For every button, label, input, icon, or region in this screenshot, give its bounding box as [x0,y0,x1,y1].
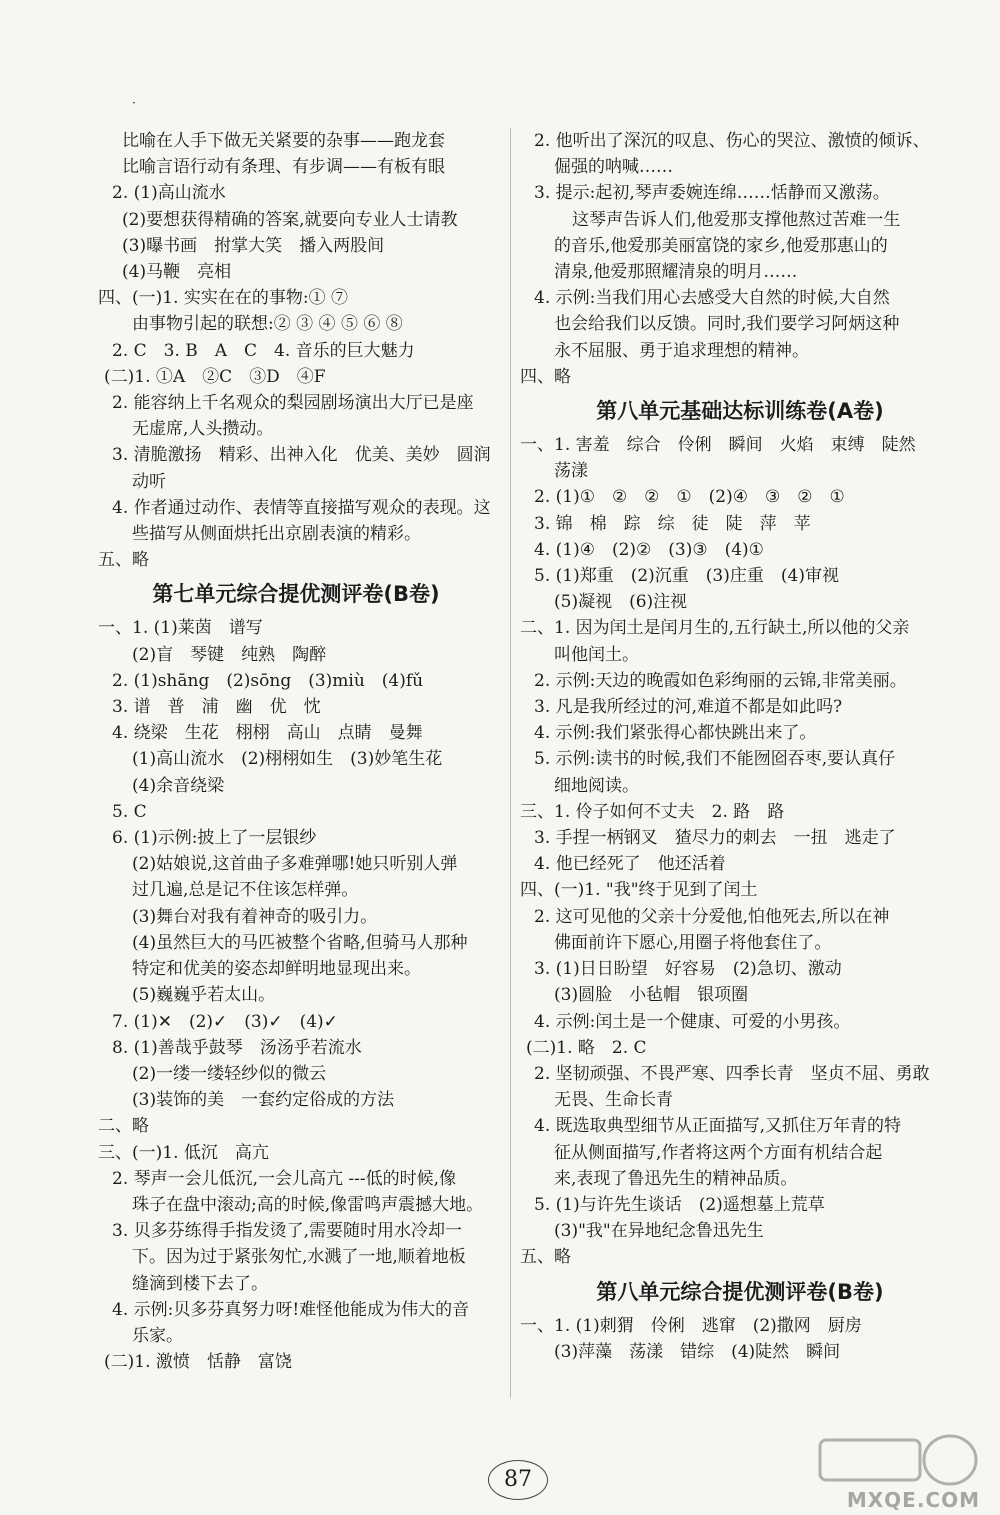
answer-line: 无畏、生命长青 [554,1090,673,1111]
answer-line: 来,表现了鲁迅先生的精神品质。 [554,1168,798,1189]
answer-line: 缝滴到楼下去了。 [132,1273,268,1294]
answer-line: (2)姑娘说,这首曲子多难弹哪!她只听别人弹 [132,854,458,875]
answer-line: 乐家。 [132,1325,183,1346]
answer-line: 的音乐,他爱那美丽富饶的家乡,他爱那惠山的 [554,235,888,256]
answer-line: 一、1. 害羞 综合 伶俐 瞬间 火焰 束缚 陡然 [520,435,916,456]
answer-line: 3. (1)日日盼望 好容易 (2)急切、激动 [534,959,842,980]
answer-line: 5. C [112,801,147,822]
answer-line: 也会给我们以反馈。同时,我们要学习阿炳这种 [554,314,900,335]
answer-line: 四、(一)1. 实实在在的事物:① ⑦ [98,288,349,309]
answer-line: 4. 示例:闰土是一个健康、可爱的小男孩。 [534,1011,851,1032]
answer-line: 2. 这可见他的父亲十分爱他,怕他死去,所以在神 [534,906,890,927]
answer-line: 3. 清脆激扬 精彩、出神入化 优美、美妙 圆润 [112,445,491,466]
answer-line: 特定和优美的姿态却鲜明地显现出来。 [132,959,421,980]
answer-line: 2. 琴声一会儿低沉,一会儿高亢 ---低的时候,像 [112,1168,457,1189]
answer-line: 2. (1)shāng (2)sōng (3)miù (4)fǔ [112,670,424,691]
answer-line: (3)装饰的美 一套约定俗成的方法 [132,1090,395,1111]
answer-line: 二、略 [98,1116,149,1137]
page-number: 87 [504,1467,532,1492]
answer-line: (二)1. ①A ②C ③D ④F [104,366,326,387]
left-column [98,128,491,1375]
answer-line: 4. 示例:贝多芬真努力呀!难怪他能成为伟大的音 [112,1299,470,1320]
answer-line: (4)虽然巨大的马匹被整个省略,但骑马人那种 [132,932,468,953]
answer-line: 四、略 [520,366,571,387]
page-number-ornament [488,1460,548,1500]
answer-line: 比喻言语行动有条理、有步调——有板有眼 [122,157,445,178]
section-title: 第七单元综合提优测评卷(B卷) [152,582,440,607]
answer-line: 2. 示例:天边的晚霞如色彩绚丽的云锦,非常美丽。 [534,670,907,691]
answer-line: 5. (1)与许先生谈话 (2)遥想墓上荒草 [534,1194,825,1215]
answer-line: (4)马鞭 亮相 [122,262,232,283]
answer-line: 过几遍,总是记不住该怎样弹。 [132,880,359,901]
answer-line: 4. 既选取典型细节从正面描写,又抓住万年青的特 [534,1116,902,1137]
answer-line: (二)1. 略 2. C [526,1037,647,1058]
column-divider [510,128,511,1398]
answer-line: (2)一缕一缕轻纱似的微云 [132,1063,327,1084]
answer-line: 动听 [132,471,166,492]
stray-dot: · [132,96,136,110]
answer-line: (1)高山流水 (2)栩栩如生 (3)妙笔生花 [132,749,443,770]
answer-line: (3)"我"在异地纪念鲁迅先生 [554,1221,764,1242]
answer-line: (2)要想获得精确的答案,就要向专业人士请教 [122,209,458,230]
page-number-badge [488,1460,548,1500]
answer-line: 3. 手捏一柄钢叉 猹尽力的刺去 一扭 逃走了 [534,828,896,849]
answer-line: 二、1. 因为闰土是闰月生的,五行缺土,所以他的父亲 [520,618,910,639]
answer-line: 3. 锦 棉 踪 综 徒 陡 萍 苹 [534,513,811,534]
answer-line: 4. 作者通过动作、表情等直接描写观众的表现。这 [112,497,491,518]
answer-line: 2. 他听出了深沉的叹息、伤心的哭泣、激愤的倾诉、 [534,131,930,151]
answer-line: 一、1. (1)莱茵 谱写 [98,618,263,639]
watermark-logo [800,1432,980,1512]
answer-line: 荡漾 [554,461,588,482]
answer-line: 三、(一)1. 低沉 高亢 [98,1142,269,1163]
answer-line: 由事物引起的联想:② ③ ④ ⑤ ⑥ ⑧ [132,314,403,335]
answer-line: (5)巍巍乎若太山。 [132,985,276,1006]
answer-line: 五、略 [98,550,149,571]
answer-line: 2. (1)① ② ② ① (2)④ ③ ② ① [534,487,845,508]
answer-line: 三、1. 伶子如何不丈夫 2. 路 路 [520,801,785,822]
answer-line: 5. 示例:读书的时候,我们不能囫囵吞枣,要认真仔 [534,749,896,770]
answer-line: 永不屈服、勇于追求理想的精神。 [554,340,809,361]
answer-line: 8. (1)善哉乎鼓琴 汤汤乎若流水 [112,1037,362,1058]
answer-line: 3. 提示:起初,琴声委婉连绵……恬静而又激荡。 [534,183,890,204]
answer-line: 倔强的呐喊…… [554,157,673,178]
answer-line: 5. (1)郑重 (2)沉重 (3)庄重 (4)审视 [534,566,839,587]
right-column [520,128,972,1365]
answer-line: 4. 绕梁 生花 栩栩 高山 点睛 曼舞 [112,723,423,744]
answer-line: 无虚席,人头攒动。 [132,419,274,440]
answer-line: 4. 他已经死了 他还活着 [534,854,726,875]
answer-line: 3. 谱 普 浦 幽 优 忱 [112,697,321,718]
answer-line: 4. (1)④ (2)② (3)③ (4)① [534,539,764,560]
answer-line: 4. 示例:当我们用心去感受大自然的时候,大自然 [534,288,890,309]
answer-line: 这琴声告诉人们,他爱那支撑他熬过苦难一生 [572,209,901,230]
answer-line: 3. 贝多芬练得手指发烫了,需要随时用水冷却一 [112,1221,463,1242]
answer-line: (二)1. 激愤 恬静 富饶 [104,1352,292,1373]
answer-line: (3)曝书画 拊掌大笑 播入两股间 [122,235,385,256]
answer-line: (5)凝视 (6)注视 [554,592,688,613]
answer-line: 细地阅读。 [554,775,639,796]
answer-line: 比喻在人手下做无关紧要的杂事——跑龙套 [122,131,445,151]
answer-line: 下。因为过于紧张匆忙,水溅了一地,顺着地板 [132,1247,466,1268]
answer-line: 四、(一)1. "我"终于见到了闰土 [520,880,758,901]
answer-line: (3)舞台对我有着神奇的吸引力。 [132,906,378,927]
watermark-graphic [800,1432,980,1488]
answer-line: (4)余音绕梁 [132,775,225,796]
answer-line: 一、1. (1)刺猬 伶俐 逃窜 (2)撒网 厨房 [520,1315,862,1336]
answer-line: (3)萍藻 荡漾 错综 (4)陡然 瞬间 [554,1341,841,1362]
answer-line: 4. 示例:我们紧张得心都快跳出来了。 [534,723,817,744]
answer-line: 五、略 [520,1247,571,1268]
answer-line: 6. (1)示例:披上了一层银纱 [112,828,317,849]
answer-line: 3. 凡是我所经过的河,难道不都是如此吗? [534,697,843,718]
answer-line: 珠子在盘中滚动;高的时候,像雷鸣声震撼大地。 [132,1194,484,1215]
answer-line: 些描写从侧面烘托出京剧表演的精彩。 [132,524,421,545]
answer-line: 7. (1)✕ (2)✓ (3)✓ (4)✓ [112,1011,338,1032]
answer-line: 2. (1)高山流水 [112,183,226,204]
answer-line: 2. C 3. B A C 4. 音乐的巨大魅力 [112,340,415,361]
answer-line: 清泉,他爱那照耀清泉的明月…… [554,262,798,283]
answer-line: 征从侧面描写,作者将这两个方面有机结合起 [554,1142,883,1163]
answer-line: 2. 坚韧顽强、不畏严寒、四季长青 坚贞不屈、勇敢 [534,1063,930,1084]
watermark-url: MXQE.COM [846,1488,980,1512]
answer-line: (3)圆脸 小毡帽 银项圈 [554,985,749,1006]
answer-line: 佛面前许下愿心,用圈子将他套住了。 [554,932,832,953]
section-title: 第八单元基础达标训练卷(A卷) [596,399,884,424]
answer-line: 2. 能容纳上千名观众的梨园剧场演出大厅已是座 [112,393,474,414]
answer-line: (2)盲 琴键 纯熟 陶醉 [132,644,327,665]
answer-line: 叫他闰土。 [554,644,639,665]
section-title: 第八单元综合提优测评卷(B卷) [596,1279,884,1304]
